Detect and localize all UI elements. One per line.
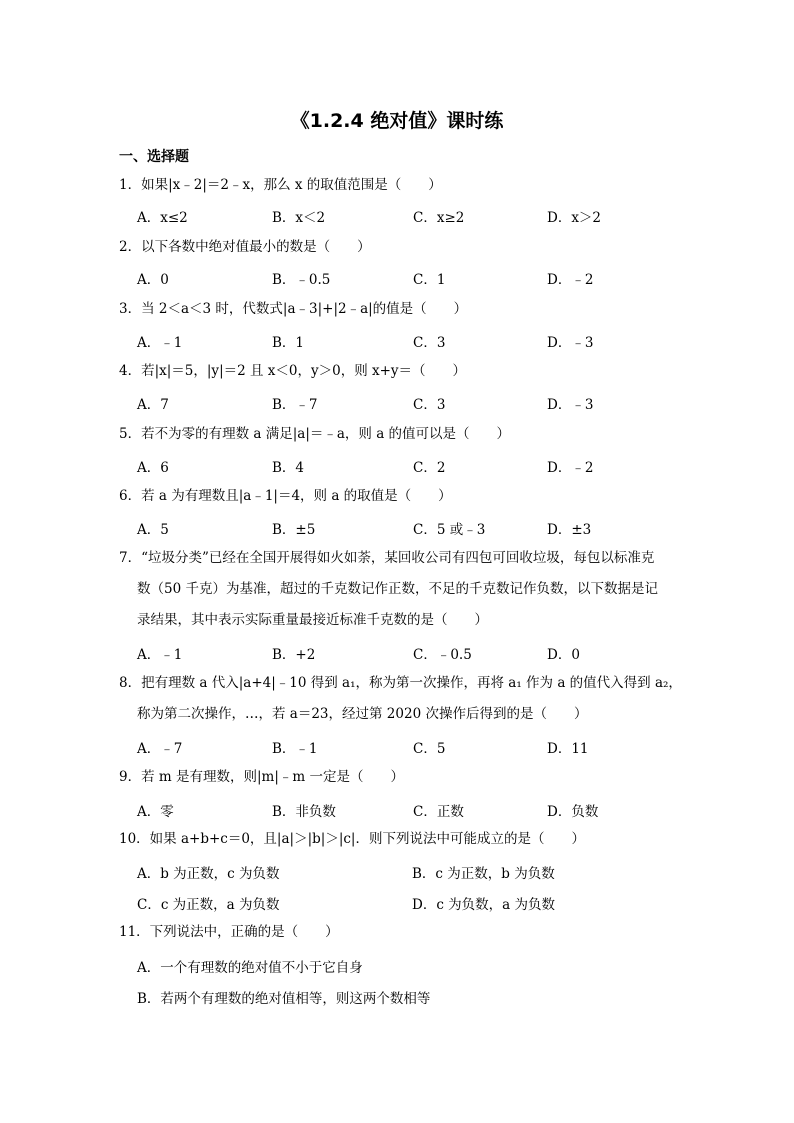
option-a[interactable]: A．7 bbox=[137, 397, 169, 413]
option-c[interactable]: C．5 bbox=[413, 741, 446, 757]
question-10-options-row-2 bbox=[137, 893, 697, 913]
question-2-options bbox=[137, 268, 697, 288]
option-c[interactable]: C．c 为正数，a 为负数 bbox=[137, 897, 280, 913]
question-5: 5．若不为零的有理数 a 满足|a|＝﹣a，则 a 的值可以是（ ） bbox=[119, 426, 511, 442]
section-heading: 一、选择题 bbox=[119, 149, 189, 165]
question-7-options bbox=[137, 643, 697, 663]
question-8-line-2: 称为第二次操作，…，若 a＝23，经过第 2020 次操作后得到的是（ ） bbox=[137, 706, 588, 722]
question-7-line-1: 7．“垃圾分类”已经在全国开展得如火如荼，某回收公司有四包可回收垃圾，每包以标准克 bbox=[119, 550, 655, 566]
option-b[interactable]: B．4 bbox=[272, 460, 305, 476]
option-a[interactable]: A．零 bbox=[137, 804, 174, 820]
option-c[interactable]: C．x≥2 bbox=[413, 210, 465, 226]
option-c[interactable]: C．3 bbox=[413, 397, 446, 413]
option-a[interactable]: A．﹣7 bbox=[137, 741, 183, 757]
option-d[interactable]: D．﹣3 bbox=[547, 397, 594, 413]
option-b[interactable]: B．x＜2 bbox=[272, 210, 326, 226]
question-9-options bbox=[137, 800, 697, 820]
question-10: 10．如果 a+b+c＝0，且|a|＞|b|＞|c|．则下列说法中可能成立的是（ ） bbox=[119, 831, 585, 847]
option-a[interactable]: A．0 bbox=[137, 272, 169, 288]
question-4-options bbox=[137, 393, 697, 413]
question-8-line-1: 8．把有理数 a 代入|a+4|﹣10 得到 a₁，称为第一次操作，再将 a₁ 作为 a 的值代入得到 a₂， bbox=[119, 675, 682, 691]
question-7-line-3: 录结果，其中表示实际重量最接近标准千克数的是（ ） bbox=[137, 612, 488, 628]
question-5-options bbox=[137, 456, 697, 476]
question-1-options bbox=[137, 206, 697, 226]
option-c[interactable]: C．2 bbox=[413, 460, 446, 476]
question-9: 9．若 m 是有理数，则|m|﹣m 一定是（ ） bbox=[119, 769, 404, 785]
question-6: 6．若 a 为有理数且|a﹣1|＝4，则 a 的取值是（ ） bbox=[119, 488, 452, 504]
option-d[interactable]: D．x＞2 bbox=[547, 210, 602, 226]
option-b[interactable]: B．﹣1 bbox=[272, 741, 318, 757]
option-c[interactable]: C．5 或﹣3 bbox=[413, 522, 486, 538]
question-2: 2．以下各数中绝对值最小的数是（ ） bbox=[119, 239, 371, 255]
option-b[interactable]: B．±5 bbox=[272, 522, 316, 538]
option-c[interactable]: C．正数 bbox=[413, 804, 464, 820]
option-d[interactable]: D．0 bbox=[547, 647, 580, 663]
question-1: 1．如果|x﹣2|＝2﹣x，那么 x 的取值范围是（ ） bbox=[119, 177, 442, 193]
question-3: 3．当 2＜a＜3 时，代数式|a﹣3|+|2﹣a|的值是（ ） bbox=[119, 301, 468, 317]
option-a[interactable]: A．6 bbox=[137, 460, 169, 476]
question-3-options bbox=[137, 331, 697, 351]
option-b[interactable]: B．c 为正数，b 为负数 bbox=[412, 866, 555, 882]
question-7-line-2: 数（50 千克）为基准，超过的千克数记作正数，不足的千克数记作负数，以下数据是记 bbox=[137, 581, 658, 597]
question-11: 11．下列说法中，正确的是（ ） bbox=[119, 924, 339, 940]
option-c[interactable]: C．1 bbox=[413, 272, 446, 288]
option-c[interactable]: C．3 bbox=[413, 335, 446, 351]
option-c[interactable]: C．﹣0.5 bbox=[413, 647, 472, 663]
option-b[interactable]: B．+2 bbox=[272, 647, 316, 663]
option-a[interactable]: A．﹣1 bbox=[137, 647, 183, 663]
option-a[interactable]: A．b 为正数，c 为负数 bbox=[137, 866, 280, 882]
option-d[interactable]: D．﹣2 bbox=[547, 272, 594, 288]
option-d[interactable]: D．c 为负数，a 为负数 bbox=[412, 897, 556, 913]
question-8-options bbox=[137, 737, 697, 757]
option-d[interactable]: D．±3 bbox=[547, 522, 592, 538]
option-d[interactable]: D．负数 bbox=[547, 804, 599, 820]
option-b[interactable]: B．﹣0.5 bbox=[272, 272, 331, 288]
option-a[interactable]: A．5 bbox=[137, 522, 169, 538]
option-b[interactable]: B．非负数 bbox=[272, 804, 336, 820]
option-b[interactable]: B．若两个有理数的绝对值相等，则这两个数相等 bbox=[137, 991, 431, 1007]
option-a[interactable]: A．﹣1 bbox=[137, 335, 183, 351]
question-10-options-row-1 bbox=[137, 862, 697, 882]
option-d[interactable]: D．11 bbox=[547, 741, 589, 757]
option-a[interactable]: A．一个有理数的绝对值不小于它自身 bbox=[137, 960, 363, 976]
option-a[interactable]: A．x≤2 bbox=[137, 210, 188, 226]
question-6-options bbox=[137, 518, 697, 538]
option-b[interactable]: B．1 bbox=[272, 335, 305, 351]
question-4: 4．若|x|＝5，|y|＝2 且 x＜0，y＞0，则 x+y＝（ ） bbox=[119, 363, 467, 379]
page-title: 《1.2.4 绝对值》课时练 bbox=[290, 110, 504, 132]
option-b[interactable]: B．﹣7 bbox=[272, 397, 318, 413]
option-d[interactable]: D．﹣2 bbox=[547, 460, 594, 476]
option-d[interactable]: D．﹣3 bbox=[547, 335, 594, 351]
